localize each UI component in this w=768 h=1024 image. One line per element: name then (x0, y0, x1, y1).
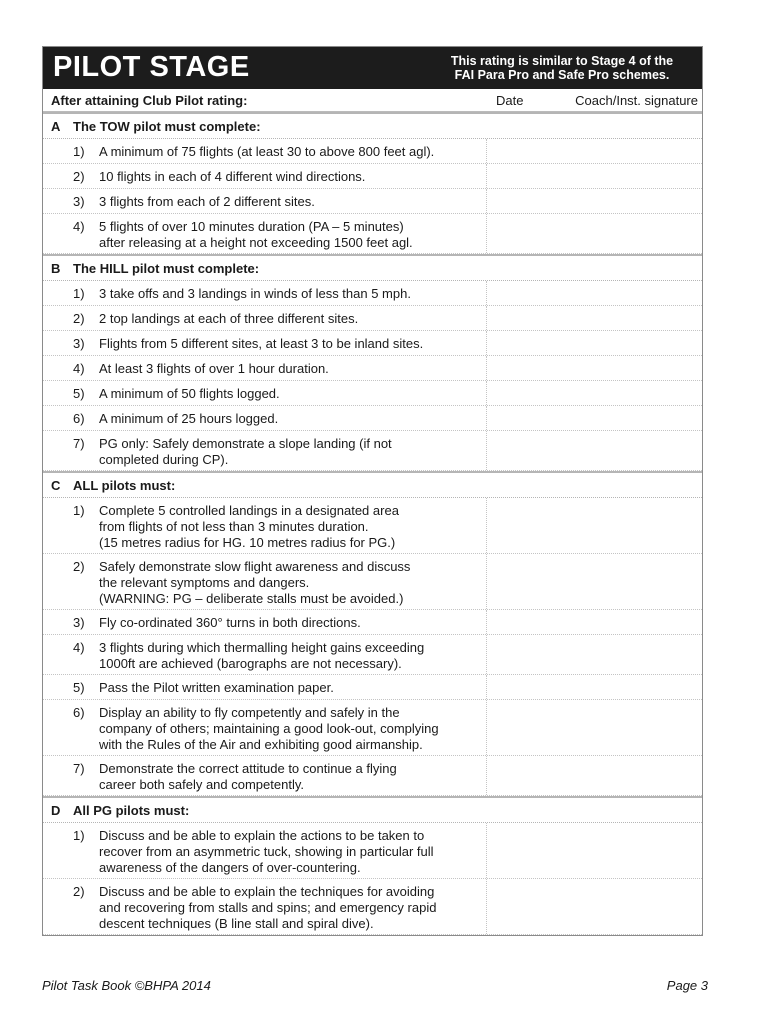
section-b-header (43, 254, 702, 281)
item-line: completed during CP). (99, 452, 229, 467)
task-item (43, 356, 702, 381)
date-cell (486, 281, 487, 305)
date-cell (486, 189, 487, 213)
item-text (99, 705, 489, 753)
task-item (43, 635, 702, 675)
section-letter: C (51, 478, 61, 493)
item-number: 3) (73, 336, 85, 351)
date-cell (486, 554, 487, 609)
item-number: 5) (73, 680, 85, 695)
section-letter: B (51, 261, 61, 276)
item-line: Safely demonstrate slow flight awareness and discuss (99, 559, 411, 574)
section-title: The HILL pilot must complete: (73, 261, 260, 276)
item-line: At least 3 flights of over 1 hour duration. (99, 361, 329, 376)
pilot-stage-form (42, 46, 703, 936)
page-title: PILOT STAGE (53, 51, 250, 83)
date-cell (486, 139, 487, 163)
item-line: 3 flights during which thermalling height gains exceeding (99, 640, 425, 655)
date-cell (486, 431, 487, 470)
item-text (99, 194, 489, 210)
banner-note-line: This rating is similar to Stage 4 of the (450, 54, 674, 68)
item-line: 10 flights in each of 4 different wind directions. (99, 169, 366, 184)
item-text (99, 311, 489, 327)
task-item (43, 139, 702, 164)
task-item (43, 700, 702, 756)
item-line: Pass the Pilot written examination paper. (99, 680, 334, 695)
item-line: Demonstrate the correct attitude to continue a flying (99, 761, 397, 776)
date-cell (486, 306, 487, 330)
item-number: 1) (73, 286, 85, 301)
section-d-header (43, 796, 702, 823)
item-line: the relevant symptoms and dangers. (99, 575, 310, 590)
item-text (99, 761, 489, 793)
item-line: and recovering from stalls and spins; and emergency rapid (99, 900, 437, 915)
task-item (43, 756, 702, 796)
item-line: PG only: Safely demonstrate a slope landing (if not (99, 436, 392, 451)
date-cell (486, 164, 487, 188)
banner-note-line: FAI Para Pro and Safe Pro schemes. (454, 68, 670, 82)
item-line: (15 metres radius for HG. 10 metres radius for PG.) (99, 535, 396, 550)
item-line: A minimum of 25 hours logged. (99, 411, 279, 426)
date-cell (486, 879, 487, 934)
item-text (99, 386, 489, 402)
date-cell (486, 756, 487, 795)
item-number: 5) (73, 386, 85, 401)
task-item (43, 381, 702, 406)
title-banner (43, 47, 702, 89)
item-number: 1) (73, 144, 85, 159)
section-letter: A (51, 119, 61, 134)
date-cell (486, 356, 487, 380)
date-cell (486, 610, 487, 634)
task-item (43, 189, 702, 214)
item-text (99, 884, 489, 932)
date-cell (486, 498, 487, 553)
item-text (99, 169, 489, 185)
date-cell (486, 406, 487, 430)
task-item (43, 879, 702, 935)
page-number: Page 3 (666, 978, 708, 993)
task-item (43, 164, 702, 189)
date-cell (486, 331, 487, 355)
item-line: awareness of the dangers of over-countering. (99, 860, 361, 875)
item-number: 2) (73, 169, 85, 184)
item-text (99, 336, 489, 352)
item-number: 2) (73, 559, 85, 574)
column-header (43, 89, 702, 112)
section-title: All PG pilots must: (73, 803, 190, 818)
item-text (99, 615, 489, 631)
item-number: 4) (73, 219, 85, 234)
task-item (43, 331, 702, 356)
item-number: 2) (73, 884, 85, 899)
item-line: A minimum of 75 flights (at least 30 to above 800 feet agl). (99, 144, 435, 159)
banner-note (432, 54, 692, 82)
item-line: from flights of not less than 3 minutes duration. (99, 519, 369, 534)
date-cell (486, 214, 487, 253)
item-text (99, 828, 489, 876)
item-line: recover from an asymmetric tuck, showing in particular full (99, 844, 434, 859)
date-cell (486, 381, 487, 405)
date-cell (486, 700, 487, 755)
date-cell (486, 635, 487, 674)
footer-copyright: Pilot Task Book ©BHPA 2014 (42, 978, 211, 993)
section-title: ALL pilots must: (73, 478, 176, 493)
item-number: 7) (73, 761, 85, 776)
task-item (43, 554, 702, 610)
item-number: 6) (73, 411, 85, 426)
task-item (43, 498, 702, 554)
date-cell (486, 675, 487, 699)
task-item (43, 675, 702, 700)
item-text (99, 680, 489, 696)
item-line: Complete 5 controlled landings in a designated area (99, 503, 399, 518)
item-text (99, 144, 489, 160)
section-a-header (43, 112, 702, 139)
item-text (99, 286, 489, 302)
item-line: 1000ft are achieved (barographs are not necessary). (99, 656, 402, 671)
item-number: 4) (73, 361, 85, 376)
signature-column-header: Coach/Inst. signature (575, 93, 698, 108)
date-column-header: Date (496, 93, 524, 108)
item-number: 2) (73, 311, 85, 326)
item-text (99, 219, 489, 251)
item-line: 3 flights from each of 2 different sites. (99, 194, 315, 209)
item-text (99, 411, 489, 427)
item-line: career both safely and competently. (99, 777, 304, 792)
item-number: 1) (73, 828, 85, 843)
item-line: Discuss and be able to explain the actions to be taken to (99, 828, 425, 843)
item-line: 5 flights of over 10 minutes duration (PA – 5 minutes) (99, 219, 404, 234)
task-item (43, 306, 702, 331)
item-line: Fly co-ordinated 360° turns in both directions. (99, 615, 361, 630)
item-text (99, 640, 489, 672)
item-line: 3 take offs and 3 landings in winds of less than 5 mph. (99, 286, 411, 301)
item-line: after releasing at a height not exceeding 1500 feet agl. (99, 235, 413, 250)
date-cell (486, 823, 487, 878)
item-number: 6) (73, 705, 85, 720)
item-number: 7) (73, 436, 85, 451)
item-line: A minimum of 50 flights logged. (99, 386, 280, 401)
task-item (43, 610, 702, 635)
item-line: with the Rules of the Air and exhibiting good airmanship. (99, 737, 423, 752)
item-line: Flights from 5 different sites, at least 3 to be inland sites. (99, 336, 424, 351)
section-letter: D (51, 803, 61, 818)
task-item (43, 431, 702, 471)
item-line: Discuss and be able to explain the techniques for avoiding (99, 884, 435, 899)
item-line: 2 top landings at each of three different sites. (99, 311, 359, 326)
item-line: Display an ability to fly competently and safely in the (99, 705, 400, 720)
task-item (43, 823, 702, 879)
item-number: 3) (73, 194, 85, 209)
item-text (99, 503, 489, 551)
item-number: 1) (73, 503, 85, 518)
item-number: 4) (73, 640, 85, 655)
item-line: company of others; maintaining a good look-out, complying (99, 721, 439, 736)
header-lead: After attaining Club Pilot rating: (51, 93, 248, 108)
item-number: 3) (73, 615, 85, 630)
section-c-header (43, 471, 702, 498)
task-item (43, 281, 702, 306)
item-line: descent techniques (B line stall and spiral dive). (99, 916, 374, 931)
task-item (43, 406, 702, 431)
item-text (99, 559, 489, 607)
item-line: (WARNING: PG – deliberate stalls must be avoided.) (99, 591, 404, 606)
item-text (99, 436, 489, 468)
task-item (43, 214, 702, 254)
section-title: The TOW pilot must complete: (73, 119, 261, 134)
item-text (99, 361, 489, 377)
